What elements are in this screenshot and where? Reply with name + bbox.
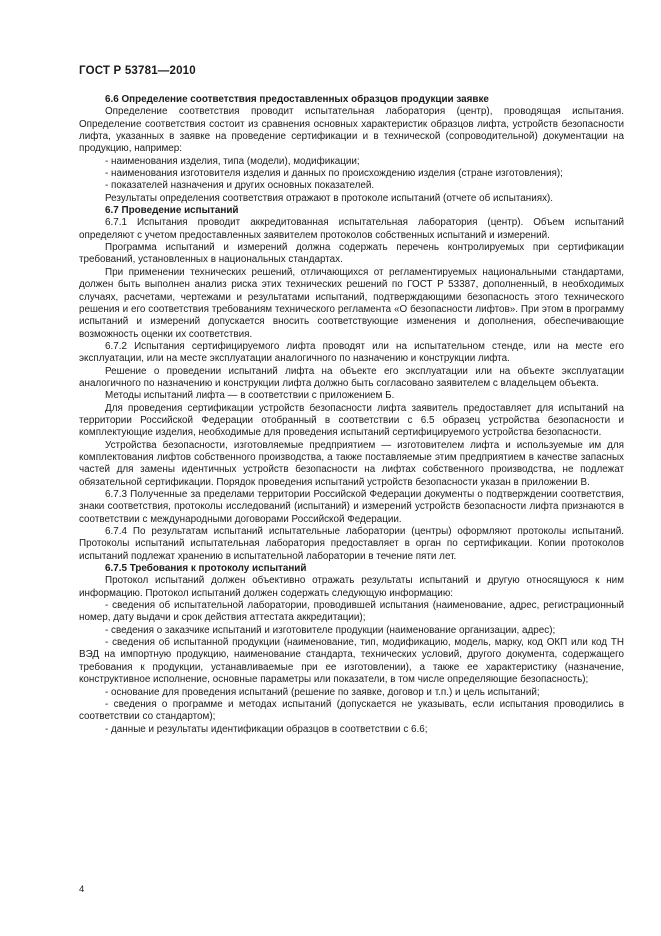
section-heading-6-7-5: 6.7.5 Требования к протоколу испытаний xyxy=(105,563,307,575)
paragraph: Определение соответствия проводит испытательная лаборатория (центр), проводящая испытания. Определение соответствия состоит из сравнения основных характеристик образцов лифта, устройств безопасности лифта, указанных в заявке на проведение сертификации и в технической (сопроводительной) документации на продукцию, например: xyxy=(79,106,624,155)
list-item: - наименования изделия, типа (модели), модификации; xyxy=(105,155,360,167)
list-item: - наименования изготовителя изделия и данных по происхождению изделия (стране изготовления); xyxy=(105,168,563,180)
list-item: - сведения о программе и методах испытаний (допускается не указывать, если испытания проводились в соответствии со стандартом); xyxy=(79,698,624,723)
paragraph: 6.7.3 Полученные за пределами территории Российской Федерации документы о подтверждении соответствия, знаки соответствия, протоколы исследований (испытаний) и измерений устройств безопасности лифта признаются в соответствии с международными договорами Российской Федерации. xyxy=(79,489,624,525)
list-item: - сведения об испытанной продукции (наименование, тип, модификацию, модель, марку, код ОКП или код ТН ВЭД на импортную продукцию, наименование стандарта, технических условий, другого документа, содержащего требования к продукции, устанавливаемые при ее изготовлении), а также ее характеристику (назначение, конструктивное исполнение, основные параметры или показатели, в том числе определяющие безопасность); xyxy=(79,637,624,686)
paragraph: Устройства безопасности, изготовляемые предприятием — изготовителем лифта и используемые им для комплектования лифтов собственного производства, а также поставляемые этим предприятием в качестве запасных частей для замены идентичных устройств безопасности на лифтах собственного производства, не подлежат обязательной сертификации. Порядок проведения испытаний устройств безопасности указан в приложении В. xyxy=(79,439,624,488)
paragraph: При применении технических решений, отличающихся от регламентируемых национальными стандартами, должен быть выполнен анализ риска этих технических решений по ГОСТ Р 53387, дополненный, в необходимых случаях, расчетами, чертежами и результатами испытаний, подтверждающими безопасность этого технического решения и его соответствия требованиям технического регламента «О безопасности лифтов». При этом в программу испытаний и измерений допускается вносить соответствующие изменения и дополнения, обеспечивающие возможность оценки их соответствия. xyxy=(79,266,624,340)
paragraph: Для проведения сертификации устройств безопасности лифта заявитель предоставляет для испытаний на территории Российской Федерации отобранный в соответствии с 6.5 образец устройства безопасности и комплектующие изделия, необходимые для проведения испытаний сертифицируемого устройства безопасности. xyxy=(79,402,624,439)
paragraph: Протокол испытаний должен объективно отражать результаты испытаний и другую относящуюся к ним информацию. Протокол испытаний должен содержать следующую информацию: xyxy=(79,575,624,599)
list-item: - сведения о заказчике испытаний и изготовителе продукции (наименование организации, адрес); xyxy=(105,624,556,636)
paragraph: Методы испытаний лифта — в соответствии с приложением Б. xyxy=(105,390,395,402)
list-item: - показателей назначения и других основных показателей. xyxy=(105,180,375,192)
section-heading-6-6: 6.6 Определение соответствия предоставленных образцов продукции заявке xyxy=(105,94,489,105)
paragraph: 6.7.1 Испытания проводит аккредитованная испытательная лаборатория (центр). Объем испытаний определяют с учетом предоставленных заявителем протоколов собственных испытаний и измерений. xyxy=(79,217,624,241)
document-body xyxy=(79,94,624,736)
paragraph: Результаты определения соответствия отражают в протоколе испытаний (отчете об испытаниях). xyxy=(105,192,554,204)
list-item: - сведения об испытательной лаборатории, проводившей испытания (наименование, адрес, регистрационный номер, дату выдачи и срок действия аттестата аккредитации); xyxy=(79,600,624,624)
document-header: ГОСТ Р 53781—2010 xyxy=(79,65,196,77)
paragraph: Решение о проведении испытаний лифта на объекте его эксплуатации или на объекте эксплуатации аналогичного по назначению и конструкции лифта должно быть согласовано заявителем с владельцем объекта. xyxy=(79,365,624,389)
page-number: 4 xyxy=(79,884,85,895)
list-item: - данные и результаты идентификации образцов в соответствии с 6.6; xyxy=(105,723,428,735)
list-item: - основание для проведения испытаний (решение по заявке, договор и т.п.) и цель испытаний; xyxy=(105,686,540,698)
section-heading-6-7: 6.7 Проведение испытаний xyxy=(105,205,239,217)
paragraph: Программа испытаний и измерений должна содержать перечень контролируемых при сертификации требований, установленных в национальных стандартах. xyxy=(79,242,624,266)
paragraph: 6.7.2 Испытания сертифицируемого лифта проводят или на испытательном стенде, или на месте его эксплуатации, или на месте эксплуатации аналогичного по назначению и конструкции лифта. xyxy=(79,340,624,365)
paragraph: 6.7.4 По результатам испытаний испытательные лаборатории (центры) оформляют протоколы испытаний. Протоколы испытаний испытательная лаборатория предоставляет в орган по сертификации. Копии протоколов испытаний подлежат хранению в испытательной лаборатории в течение пяти лет. xyxy=(79,526,624,562)
